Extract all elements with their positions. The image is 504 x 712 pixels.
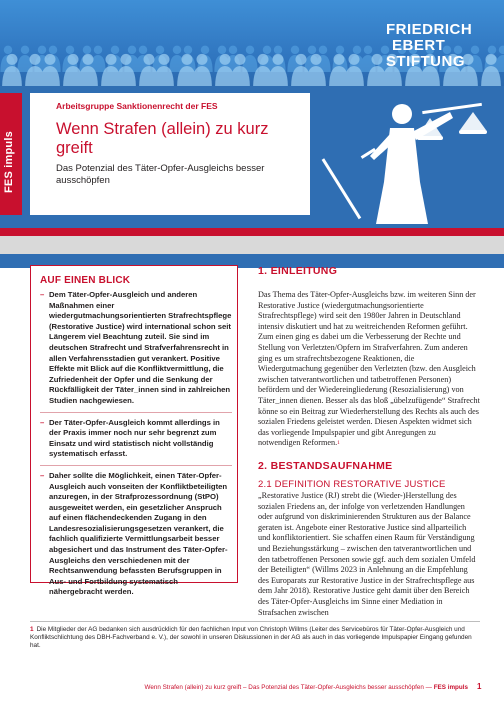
list-item xyxy=(40,290,232,407)
list-item xyxy=(40,412,232,460)
footnote-rule xyxy=(30,621,480,622)
logo-line: EBERT xyxy=(392,37,446,54)
intro-text: Das Thema des Täter-Opfer-Ausgleichs bzw. im weiteren Sinn der Restorative Justice (wiedergutmachungsorientierte Strafrechtspflege) wird seit den 1980er Jahren in Deutschland intensiv diskutiert und hat zu weitreichenden Reformen geführt. Zum einen ging es dabei um die Verbesserung der Rechte und Stellung von Verletzten/Opfern im Strafverfahren. Zum anderen ging es um strafrechtsbezogene Reaktionen, die Wiedergutmachung gegenüber den Verletzten (bzw. den Ausgleich zwischen tatverantwortlichen und tatbetroffenen Personen) befördern und der Wiedereingliederung (Resozialisierung) von Täter_innen dienen. Besser als das bloß „übelzufügende“ Strafrecht könne so ein Beitrag zur Wiederherstellung des Rechts als auch des sozialen Friedens geleistet werden. Diesen Aspekten widmet sich das vorliegende Impulspapier und gibt Anregungen zu notwendigen Reformen. xyxy=(258,290,480,448)
footnote xyxy=(30,626,480,651)
gray-stripe xyxy=(0,236,504,254)
footnote-ref[interactable]: 1 xyxy=(337,440,340,447)
summary-box-title: AUF EINEN BLICK xyxy=(40,275,131,286)
section-body-intro xyxy=(258,290,480,449)
logo-line: STIFTUNG xyxy=(386,53,465,70)
subsection-heading-definition: 2.1 DEFINITION RESTORATIVE JUSTICE xyxy=(258,479,446,490)
dash-marker: – xyxy=(40,470,45,480)
running-footer xyxy=(144,684,468,691)
logo-line: FRIEDRICH xyxy=(386,21,473,38)
section-heading-intro: 1. EINLEITUNG xyxy=(258,265,338,277)
series-tab xyxy=(0,93,22,215)
list-item xyxy=(40,465,232,598)
page-title: Wenn Strafen (allein) zu kurz greift xyxy=(56,120,269,157)
footer-series: FES impuls xyxy=(433,684,468,691)
footnote-number: 1 xyxy=(30,626,34,633)
page-subtitle: Das Potenzial des Täter-Opfer-Ausgleichs besser ausschöpfen xyxy=(56,163,265,186)
summary-item-text: Daher sollte die Möglichkeit, einen Täter-Opfer-Ausgleich auch vonseiten der Konfliktbeteiligten anzuregen, in der Strafprozessordnung (StPO) ausgeweitet werden, ein gesetzlicher Anspruch auf einen flächendeckenden Zugang in den Landesresozialisierungsgesetzen verankert, die fachlich qualifizierte Vermittlungsarbeit besser abgesichert und das Instrument des Täter-Opfer-Ausgleichs den verschiedenen mit der Rechtsanwendung befassten Berufsgruppen in Aus- und Fortbildung systematisch nähergebracht werden. xyxy=(49,470,228,597)
summary-item-text: Der Täter-Opfer-Ausgleich kommt allerdings in der Praxis immer noch nur sehr begrenzt zum Einsatz und wird statistisch nicht vollständig systematisch erfasst. xyxy=(49,417,220,459)
section-heading-inventory: 2. BESTANDSAUFNAHME xyxy=(258,460,393,472)
dash-marker: – xyxy=(40,290,45,299)
section-body-definition: „Restorative Justice (RJ) strebt die (Wieder-)Herstellung des sozialen Friedens an, der infolge von verletzenden Handlungen oder aufgrund von diskriminierenden Strukturen aus der Balance geraten ist. Angebote einer Restorative Justice sind allparteilich und konfliktorientiert. Sie schaffen einen Raum für Verständigung und Beziehungsstärkung – zwischen den tatverantwortlichen und den tatbetroffenen Personen sowie ggf. auch dem sozialen Umfeld der Beteiligten“ (Willms 2023 in Anlehnung an die Empfehlung des Europarats zur Restorative Justice in der Strafrechtspflege aus dem Jahr 2018). Restorative Justice geht damit über den Bereich des Täter-Opfer-Ausgleichs im Sinne einer Mediation in Strafsachen zwischen xyxy=(258,491,476,617)
summary-item-text: Dem Täter-Opfer-Ausgleich und anderen Maßnahmen einer wiedergutmachungsorientierten Strafrechtspflege (Restorative Justice) wird international schon seit Längerem viel Beachtung zuteil. Sie sind im deutschen Strafrecht und Strafverfahrensrecht in allen Verfahrensstadien gut verankert. Positive Effekte mit Blick auf die Konfliktvermittlung, die Zufriedenheit der Opfer und die Senkung der Rückfälligkeit der Täter_innen sind in zahlreichen Studien nachgewiesen. xyxy=(49,290,232,405)
summary-box xyxy=(30,265,238,597)
fes-logo xyxy=(386,22,496,70)
justitia-scales-icon xyxy=(310,92,500,232)
series-tab-label: FES impuls xyxy=(3,131,15,193)
page-number: 1 xyxy=(477,682,482,691)
summary-list xyxy=(40,290,232,603)
footnote-text: Die Mitglieder der AG bedanken sich ausdrücklich für den fachlichen Input von Christoph Willms (Leiter des Servicebüros für Täter-Opfer-Ausgleich und Konfliktschlichtung des DBH-Fachverband e. V.), der sowohl in unseren Diskussionen in der AG als auch in das vorliegende Impulspapier Eingang gefunden hat. xyxy=(30,626,472,650)
kicker: Arbeitsgruppe Sanktionenrecht der FES xyxy=(56,101,218,111)
footer-title: Wenn Strafen (allein) zu kurz greift – Das Potenzial des Täter-Opfer-Ausgleichs besser ausschöpfen — xyxy=(144,684,432,691)
dash-marker: – xyxy=(40,417,45,427)
